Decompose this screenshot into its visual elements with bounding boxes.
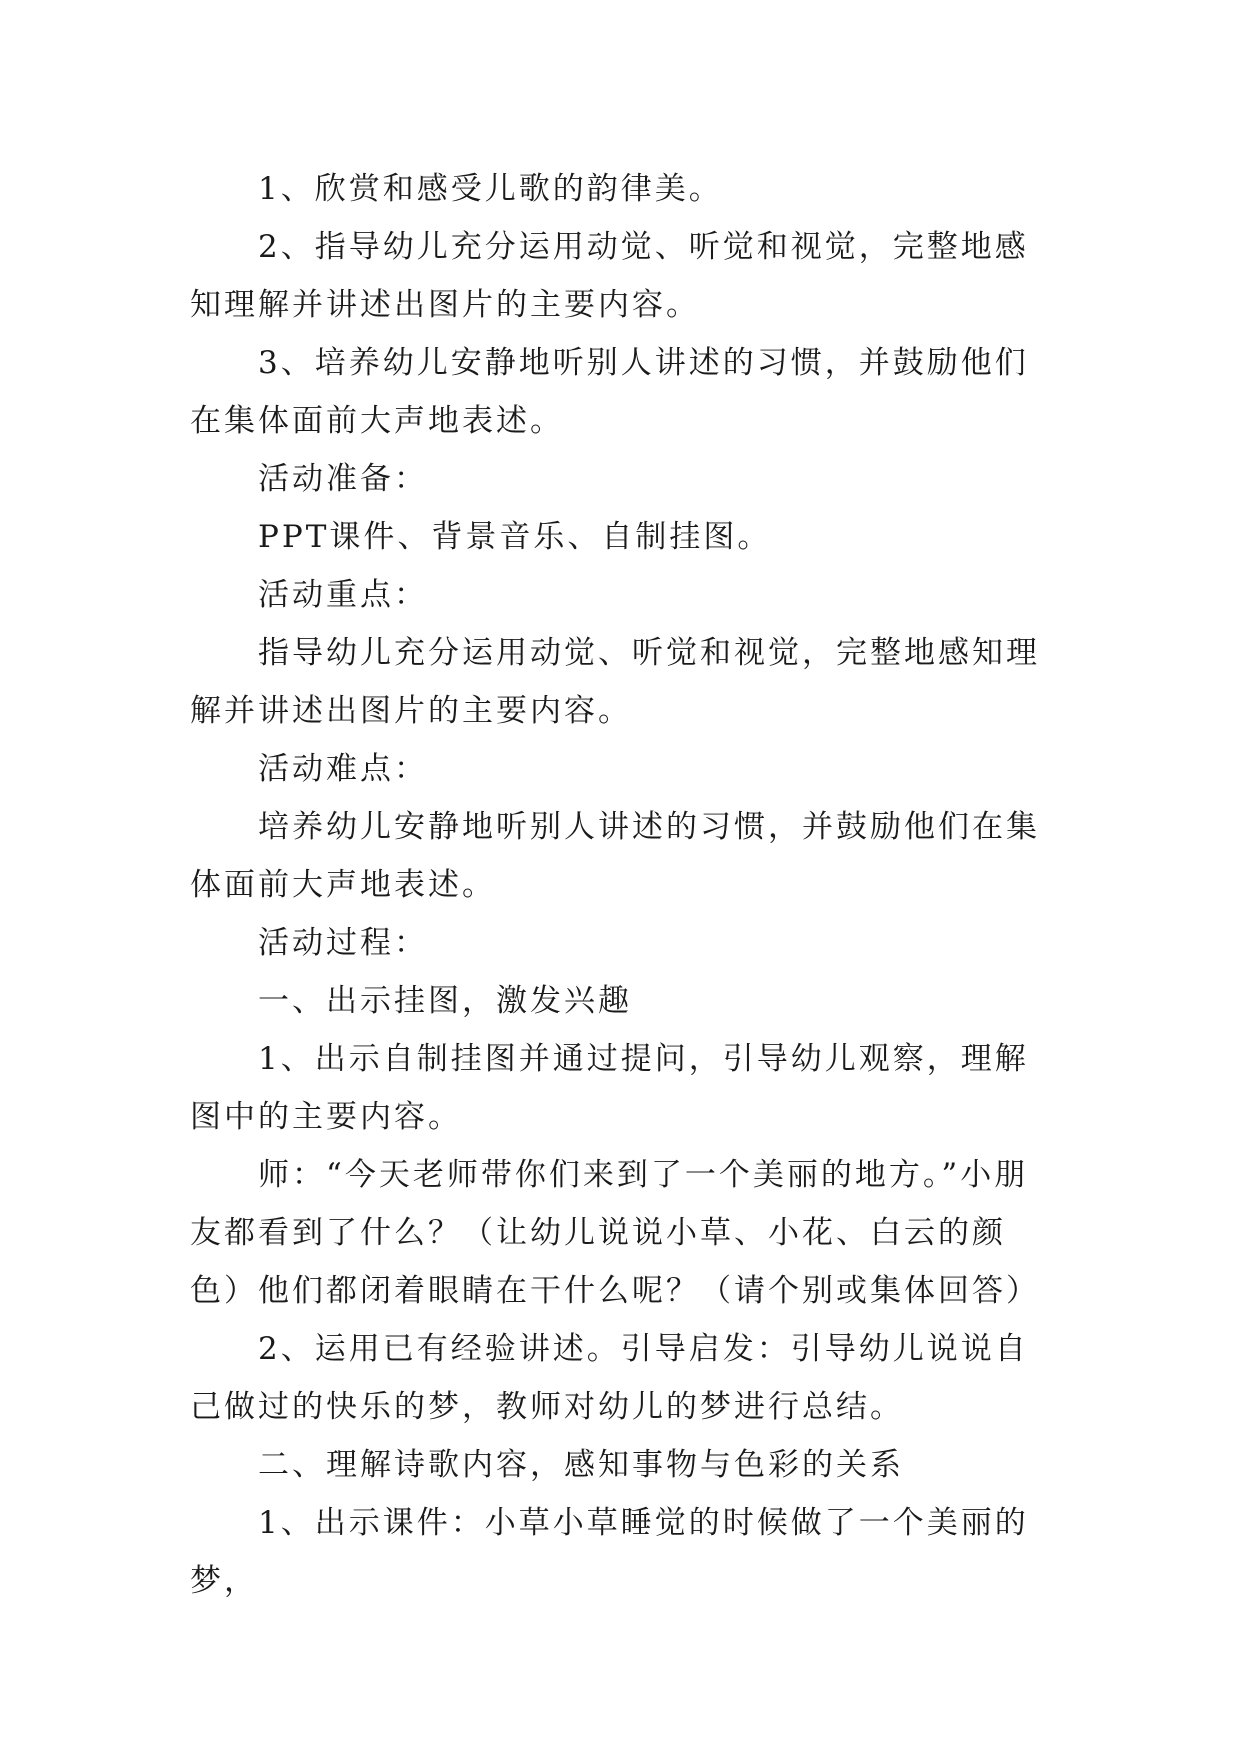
paragraph-goal-2: 2、指导幼儿充分运用动觉、听觉和视觉，完整地感知理解并讲述出图片的主要内容。 (190, 229, 1029, 323)
heading-key-point: 活动重点： (258, 577, 428, 613)
document-body (190, 160, 1050, 1610)
paragraph-goal-1: 1、欣赏和感受儿歌的韵律美。 (258, 171, 723, 207)
paragraph-step-1-1: 1、出示自制挂图并通过提问，引导幼儿观察，理解图中的主要内容。 (190, 1041, 1029, 1135)
paragraph-step-2-1: 1、出示课件：小草小草睡觉的时候做了一个美丽的梦， (190, 1505, 1029, 1599)
section-heading-2: 二、理解诗歌内容，感知事物与色彩的关系 (258, 1447, 904, 1483)
paragraph-preparation: PPT课件、背景音乐、自制挂图。 (258, 519, 772, 555)
paragraph-goal-3: 3、培养幼儿安静地听别人讲述的习惯，并鼓励他们在集体面前大声地表述。 (190, 345, 1029, 439)
paragraph-difficulty: 培养幼儿安静地听别人讲述的习惯，并鼓励他们在集体面前大声地表述。 (190, 809, 1040, 903)
section-heading-1: 一、出示挂图，激发兴趣 (258, 983, 632, 1019)
heading-process: 活动过程： (258, 925, 428, 961)
heading-preparation: 活动准备： (258, 461, 428, 497)
heading-difficulty: 活动难点： (258, 751, 428, 787)
paragraph-step-1-2: 2、运用已有经验讲述。引导启发：引导幼儿说说自己做过的快乐的梦，教师对幼儿的梦进行总结。 (190, 1331, 1029, 1425)
paragraph-key-point: 指导幼儿充分运用动觉、听觉和视觉，完整地感知理解并讲述出图片的主要内容。 (190, 635, 1040, 729)
paragraph-teacher-dialogue: 师：“今天老师带你们来到了一个美丽的地方。”小朋友都看到了什么？（让幼儿说说小草、小花、白云的颜色）他们都闭着眼睛在干什么呢？（请个别或集体回答） (190, 1157, 1040, 1309)
